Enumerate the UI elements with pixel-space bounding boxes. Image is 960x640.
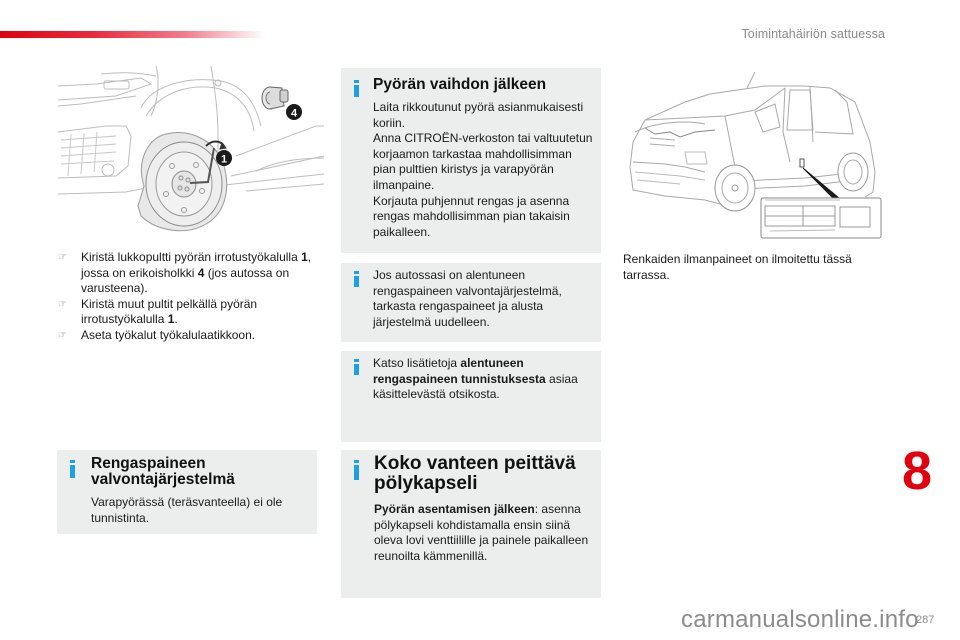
pointing-hand-icon: ☞: [58, 329, 67, 341]
pointing-hand-icon: ☞: [58, 298, 67, 310]
info-box-body: Pyörän asentamisen jälkeen: asenna pölykapseli kohdistamalla ensin siinä oleva lovi venttiilille ja painele paikalleen reunoilta kämmenillä.: [374, 502, 589, 563]
svg-text:1: 1: [220, 153, 228, 166]
header-accent-bar: [0, 31, 265, 38]
chapter-number-tab: 8: [902, 441, 933, 501]
pointing-hand-icon: ☞: [58, 252, 67, 263]
info-box-title: Rengaspaineen valvontajärjestelmä: [91, 455, 235, 488]
step-item: ☞ Kiristä muut pultit pelkällä pyörän irrotustyökalulla 1.: [58, 296, 258, 327]
info-icon: [354, 460, 359, 480]
step-item: ☞ Kiristä lukkopultti pyörän irrotustyökalulla 1, jossa on erikoisholkki 4 (jos autossa on varusteena).: [58, 250, 312, 296]
info-box-title: Pyörän vaihdon jälkeen: [373, 76, 547, 93]
info-box-title: Koko vanteen peittävä pölykapseli: [374, 453, 576, 494]
chapter-title: Toimintahäiriön sattuessa: [741, 27, 885, 41]
van-tyre-label-illustration: [625, 72, 890, 244]
info-box-body: Laita rikkoutunut pyörä asianmukaisesti koriin. Anna CITROËN-verkoston tai valtuutetun korjaamon tarkastaa mahdollisimman pian pulttien kiristys ja varapyörän ilmanpaine. Korjauta puhjennut rengas ja asenna rengas mahdollisimman pian takaisin paikalleen.: [373, 100, 593, 239]
info-icon: [70, 460, 75, 478]
instruction-steps: [58, 250, 328, 344]
info-box-body: Jos autossasi on alentuneen rengaspaineen valvontajärjestelmä, tarkasta rengaspaineet ja alusta järjestelmä uudelleen.: [373, 268, 562, 329]
info-box-tpms: [57, 450, 317, 534]
watermark-link[interactable]: carmanualsonline.info: [681, 606, 919, 633]
info-icon: [354, 80, 359, 97]
image-caption: Renkaiden ilmanpaineet on ilmoitettu tässä tarrassa.: [623, 252, 852, 282]
cross-reference: alentuneen rengaspaineen tunnistuksesta: [373, 356, 546, 386]
info-icon: [354, 359, 359, 375]
info-box-body: Katso lisätietoja alentuneen rengaspaineen tunnistuksesta asiaa käsittelevästä otsikosta.: [373, 356, 578, 402]
step-item: ☞ Aseta työkalut työkalulaatikkoon.: [58, 327, 256, 342]
info-box-pressure-reset: [341, 263, 601, 342]
wheel-tightening-illustration: [56, 66, 326, 241]
info-box-after-wheel-change: [341, 68, 601, 253]
info-icon: [354, 271, 359, 287]
info-box-hubcap: [341, 450, 601, 598]
info-box-body: Varapyörässä (teräsvanteella) ei ole tunnistinta.: [91, 495, 283, 525]
svg-text:4: 4: [290, 107, 298, 120]
info-box-see-more: [341, 351, 601, 442]
page-number: 287: [916, 614, 935, 626]
